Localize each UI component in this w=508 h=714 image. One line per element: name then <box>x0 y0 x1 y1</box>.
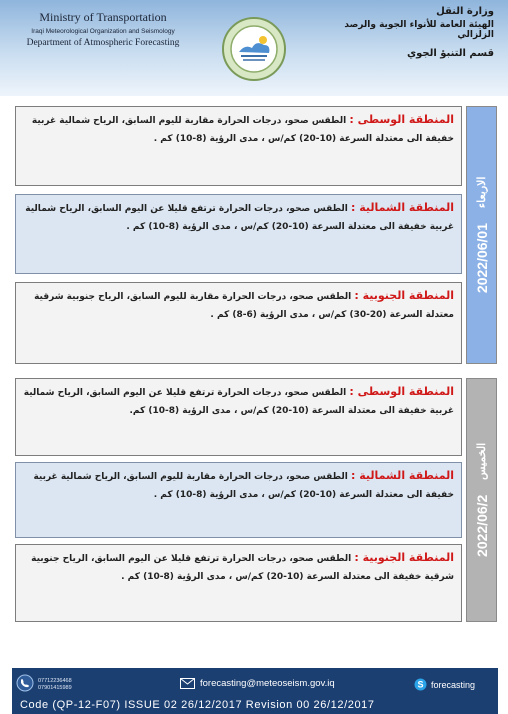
region-name: المنطقة الجنوبية : <box>354 551 454 564</box>
forecast-text <box>16 283 461 324</box>
forecast-box-south-day1 <box>15 282 462 364</box>
day-name: الاربعاء <box>475 176 488 209</box>
region-forecast: الطقس صحو، درجات الحرارة مقاربة لليوم السابق، الرياح شمالية غربية خفيفة الى معتدلة السرعة (10-20) كم/س ، مدى الرؤية (8-10) كم . <box>33 472 454 500</box>
forecast-box-central-day1 <box>15 106 462 186</box>
forecast-text <box>16 463 461 504</box>
phone-numbers <box>38 678 72 692</box>
skype-contact[interactable] <box>414 678 475 691</box>
region-name: المنطقة الشمالية : <box>350 469 454 482</box>
phone-icon <box>16 674 34 692</box>
forecast-text <box>16 195 461 236</box>
date-label <box>473 443 491 557</box>
meteorological-seal-icon <box>221 16 287 82</box>
date-bar-day1 <box>466 106 497 364</box>
region-name: المنطقة الشمالية : <box>350 201 454 214</box>
day-name: الخميس <box>475 443 488 481</box>
document-code-line: Code (QP-12-F07) ISSUE 02 26/12/2017 Revision 00 26/12/2017 <box>20 699 375 711</box>
forecast-box-south-day2 <box>15 544 462 622</box>
region-forecast: الطقس صحو، درجات الحرارة مقاربة لليوم السابق، الرياح جنوبية شرقية معتدلة السرعة (20-30) كم/س ، مدى الرؤية (6-8) كم . <box>34 292 454 320</box>
date-bar-day2 <box>466 378 497 622</box>
date-label <box>473 177 491 293</box>
ministry-name-ar: وزارة النقل <box>436 6 494 17</box>
region-name: المنطقة الوسطى : <box>349 385 454 398</box>
svg-text:S: S <box>417 679 424 690</box>
region-forecast: الطقس صحو، درجات الحرارة ترتفع قليلا عن اليوم السابق، الرياح شمالية غربية خفيفة الى معتدلة السرعة (10-20) كم/س ، مدى الرؤية (8-10) كم. <box>23 388 454 416</box>
forecast-box-north-day1 <box>15 194 462 274</box>
email-address[interactable]: forecasting@meteoseism.gov.iq <box>200 678 335 689</box>
footer-bar <box>12 668 498 714</box>
phone-number: 07901415989 <box>38 685 72 691</box>
phone-number: 07712236468 <box>38 678 72 684</box>
region-forecast: الطقس صحو، درجات الحرارة ترتفع قليلا عن اليوم السابق، الرياح جنوبية شرقية خفيفة الى معتدلة السرعة (10-20) كم/س ، مدى الرؤية (8-10) كم . <box>31 554 454 582</box>
skype-handle[interactable]: forecasting <box>431 679 476 690</box>
forecast-box-central-day2 <box>15 378 462 456</box>
letterhead <box>0 0 508 96</box>
department-name-ar: قسم التنبؤ الجوي <box>406 48 494 59</box>
header-english-block <box>8 10 198 48</box>
envelope-icon <box>180 678 195 689</box>
region-forecast: الطقس صحو، درجات الحرارة ترتفع قليلا عن اليوم السابق، الرياح شمالية غربية خفيفة الى معتدلة السرعة (10-20) كم/س ، مدى الرؤية (8-10) كم . <box>25 204 454 232</box>
organization-name-en: Iraqi Meteorological Organization and Seismology <box>31 28 175 35</box>
email-contact[interactable] <box>180 678 335 689</box>
region-name: المنطقة الجنوبية : <box>354 289 454 302</box>
department-name-en: Department of Atmospheric Forecasting <box>26 38 180 48</box>
forecast-text <box>16 545 461 586</box>
region-forecast: الطقس صحو، درجات الحرارة مقاربة لليوم السابق، الرياح شمالية غربية خفيفة الى معتدلة السرعة (10-20) كم/س ، مدى الرؤية (8-10) كم . <box>31 116 454 144</box>
region-name: المنطقة الوسطى : <box>349 113 454 126</box>
forecast-box-north-day2 <box>15 462 462 538</box>
organization-name-ar: الهيئة العامة للأنواء الجوية والرصد الزلزالي <box>344 20 494 40</box>
header-arabic-block <box>314 6 494 59</box>
forecast-text <box>16 107 461 148</box>
date-value: 2022/06/01 <box>473 222 490 294</box>
skype-icon <box>414 678 427 691</box>
forecast-text <box>16 379 461 420</box>
ministry-name-en: Ministry of Transportation <box>39 10 167 24</box>
date-value: 2022/06/2 <box>473 494 490 557</box>
